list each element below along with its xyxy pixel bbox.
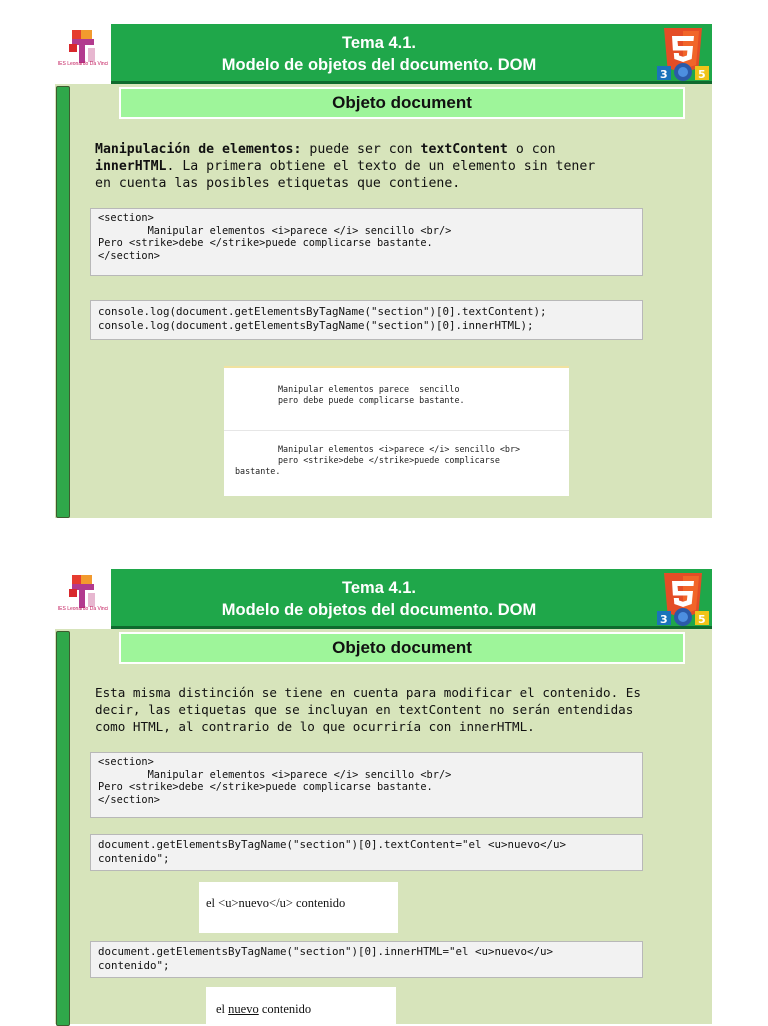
slide-header (55, 567, 712, 629)
slide-body (55, 84, 712, 518)
output-line: Manipular elementos <i>parece </i> sencillo <br> (278, 444, 521, 454)
innerhtml-output (206, 987, 396, 1024)
console-output (224, 366, 569, 496)
school-logo (55, 22, 111, 84)
para-text: o con (507, 142, 556, 157)
textcontent-output (199, 882, 398, 933)
title-line-1: Tema 4.1. (342, 34, 416, 52)
side-bar (56, 86, 70, 518)
code-block-innerhtml: document.getElementsByTagName("section")[0].innerHTML="el <u>nuevo</u> contenido"; (90, 941, 643, 978)
para-line: decir, las etiquetas que se incluyan en textContent no serán entendidas (95, 702, 634, 717)
bold-term-manipulation: Manipulación de elementos: (95, 142, 302, 157)
slide-body (55, 629, 712, 1024)
output-line: pero <strike>debe </strike>puede complicarse (278, 455, 500, 465)
para-line: como HTML, al contrario de lo que ocurriría con innerHTML. (95, 719, 535, 734)
bold-term-textcontent: textContent (420, 142, 508, 157)
school-logo-text: IES Leonardo Da Vinci (57, 606, 109, 612)
description-paragraph (95, 141, 685, 192)
para-line: en cuenta las posibles etiquetas que contiene. (95, 176, 461, 191)
para-text: . La primera obtiene el texto de un elemento sin tener (166, 159, 596, 174)
output-text-before: el (216, 1002, 229, 1016)
section-subtitle: Objeto document (119, 632, 685, 664)
slide-1 (55, 22, 712, 518)
bold-term-innerhtml: innerHTML (95, 159, 167, 174)
side-bar (56, 631, 70, 1026)
output-text: el <u>nuevo</u> contenido (206, 896, 346, 910)
slide-title (111, 577, 647, 621)
school-logo-text: IES Leonardo Da Vinci (57, 61, 109, 67)
description-paragraph (95, 684, 685, 735)
output-text (216, 1002, 311, 1017)
html5-logo-icon (656, 571, 710, 627)
code-block-html: <section> Manipular elementos <i>parece </i> sencillo <br/> Pero <strike>debe </strike>puede complicarse bastante. </section> (90, 752, 643, 818)
title-line-2: Modelo de objetos del documento. DOM (221, 601, 537, 619)
school-logo (55, 567, 111, 629)
output-underlined-word: nuevo (228, 1002, 259, 1016)
code-block-html: <section> Manipular elementos <i>parece </i> sencillo <br/> Pero <strike>debe </strike>puede complicarse bastante. </section> (90, 208, 643, 276)
title-line-2: Modelo de objetos del documento. DOM (221, 56, 537, 74)
code-block-textcontent: document.getElementsByTagName("section")[0].textContent="el <u>nuevo</u> contenido"; (90, 834, 643, 871)
para-text: puede ser con (301, 142, 421, 157)
code-block-console: console.log(document.getElementsByTagName("section")[0].textContent); console.log(document.getElementsByTagName("section")[0].innerHTML); (90, 300, 643, 340)
slide-title (111, 32, 647, 76)
slide-2 (55, 567, 712, 1024)
output-divider (224, 430, 569, 431)
title-line-1: Tema 4.1. (342, 579, 416, 597)
slide-header (55, 22, 712, 84)
para-line: Esta misma distinción se tiene en cuenta para modificar el contenido. Es (95, 685, 641, 700)
output-line: pero debe puede complicarse bastante. (278, 395, 465, 405)
output-line: bastante. (235, 466, 281, 476)
output-text-after: contenido (258, 1002, 312, 1016)
html5-logo-icon (656, 26, 710, 82)
section-subtitle: Objeto document (119, 87, 685, 119)
output-line: Manipular elementos parece sencillo (278, 384, 460, 394)
